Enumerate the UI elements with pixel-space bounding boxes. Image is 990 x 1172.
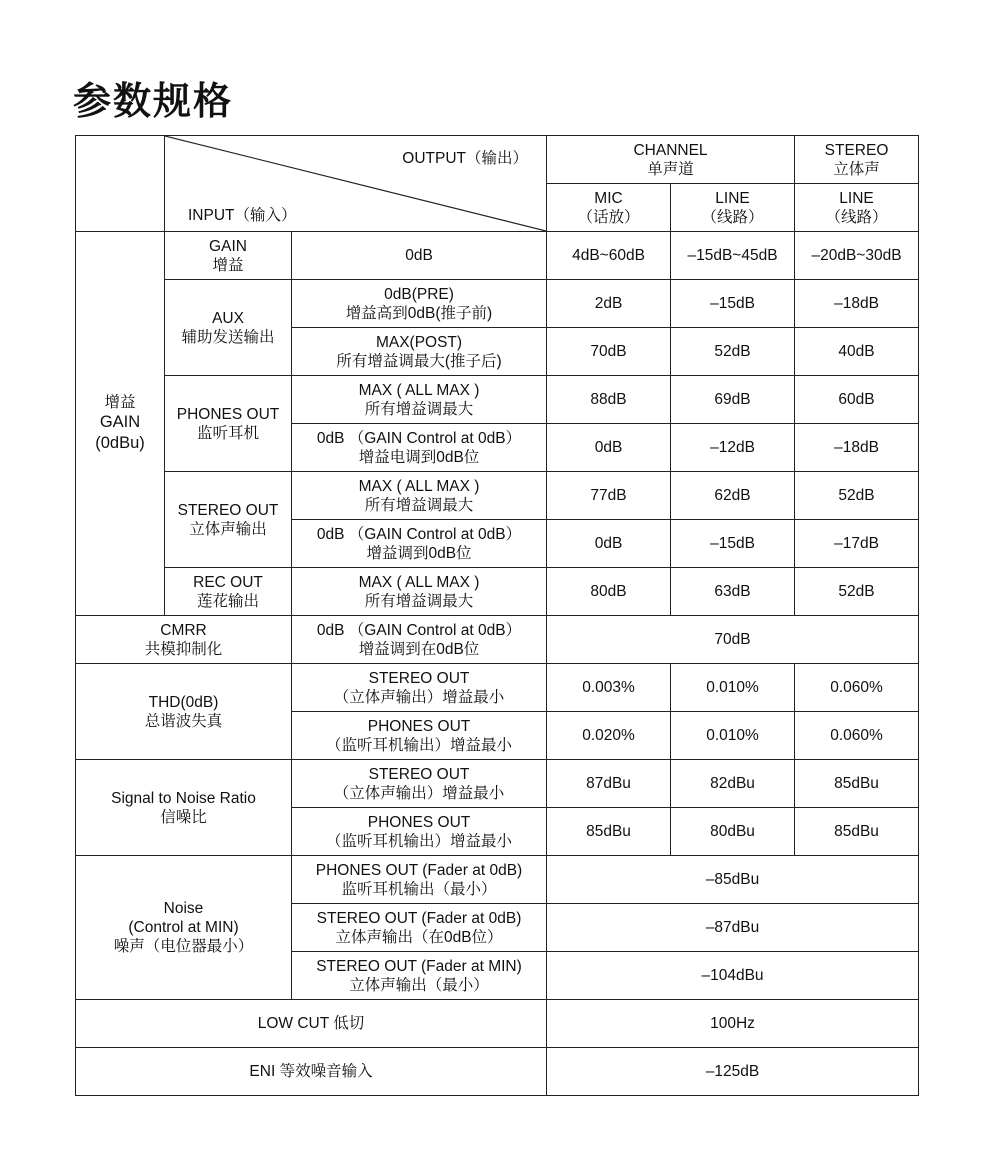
aux-post-line: 52dB <box>671 328 795 376</box>
aux-post-mic: 70dB <box>547 328 671 376</box>
input-label: INPUT（输入） <box>188 207 297 224</box>
stereo-0db-mic: 0dB <box>547 520 671 568</box>
page-title: 参数规格 <box>73 79 234 123</box>
cmrr-value: 70dB <box>547 616 919 664</box>
snr-phones-stereo: 85dBu <box>795 808 919 856</box>
io-diagonal-header <box>165 136 547 232</box>
aux-pre-condition: 0dB(PRE) 增益高到0dB(推子前) <box>292 280 547 328</box>
channel-header: CHANNEL 单声道 <box>547 136 795 184</box>
thd-phones-stereo: 0.060% <box>795 712 919 760</box>
mic-header: MIC （话放） <box>547 184 671 232</box>
snr-stereo-condition: STEREO OUT （立体声输出）增益最小 <box>292 760 547 808</box>
phones-max-condition: MAX ( ALL MAX ) 所有增益调最大 <box>292 376 547 424</box>
stereo-max-mic: 77dB <box>547 472 671 520</box>
snr-stereo-mic: 87dBu <box>547 760 671 808</box>
gain-stereo-value: –20dB~30dB <box>795 232 919 280</box>
noise-label: Noise (Control at MIN) 噪声（电位器最小） <box>76 856 292 1000</box>
thd-phones-condition: PHONES OUT （监听耳机输出）增益最小 <box>292 712 547 760</box>
snr-phones-condition: PHONES OUT （监听耳机输出）增益最小 <box>292 808 547 856</box>
phones-0db-condition: 0dB （GAIN Control at 0dB） 增益电调到0dB位 <box>292 424 547 472</box>
eni-value: –125dB <box>547 1048 919 1096</box>
stereo-0db-stereo: –17dB <box>795 520 919 568</box>
lowcut-value: 100Hz <box>547 1000 919 1048</box>
stereo-0db-line: –15dB <box>671 520 795 568</box>
noise-phones-value: –85dBu <box>547 856 919 904</box>
stereo-0db-condition: 0dB （GAIN Control at 0dB） 增益调到0dB位 <box>292 520 547 568</box>
gain-row-condition: 0dB <box>292 232 547 280</box>
phones-max-line: 69dB <box>671 376 795 424</box>
noise-stereo-0db-value: –87dBu <box>547 904 919 952</box>
noise-stereo-min-condition: STEREO OUT (Fader at MIN) 立体声输出（最小） <box>292 952 547 1000</box>
line-header: LINE （线路） <box>671 184 795 232</box>
aux-post-stereo: 40dB <box>795 328 919 376</box>
gain-group-label: 增益 GAIN (0dBu) <box>76 232 165 616</box>
phones-0db-line: –12dB <box>671 424 795 472</box>
thd-stereo-stereo: 0.060% <box>795 664 919 712</box>
thd-phones-line: 0.010% <box>671 712 795 760</box>
eni-label: ENI 等效噪音输入 <box>76 1048 547 1096</box>
thd-stereo-mic: 0.003% <box>547 664 671 712</box>
rec-max-line: 63dB <box>671 568 795 616</box>
rec-max-mic: 80dB <box>547 568 671 616</box>
rec-max-stereo: 52dB <box>795 568 919 616</box>
snr-stereo-stereo: 85dBu <box>795 760 919 808</box>
phones-0db-stereo: –18dB <box>795 424 919 472</box>
thd-stereo-condition: STEREO OUT （立体声输出）增益最小 <box>292 664 547 712</box>
phones-max-stereo: 60dB <box>795 376 919 424</box>
snr-phones-line: 80dBu <box>671 808 795 856</box>
corner-empty-cell <box>76 136 165 232</box>
snr-label: Signal to Noise Ratio 信噪比 <box>76 760 292 856</box>
cmrr-label: CMRR 共模抑制化 <box>76 616 292 664</box>
spec-table <box>75 135 919 1096</box>
rec-max-condition: MAX ( ALL MAX ) 所有增益调最大 <box>292 568 547 616</box>
snr-stereo-line: 82dBu <box>671 760 795 808</box>
stereo-max-stereo: 52dB <box>795 472 919 520</box>
rec-out-label: REC OUT 莲花输出 <box>165 568 292 616</box>
aux-pre-line: –15dB <box>671 280 795 328</box>
aux-pre-mic: 2dB <box>547 280 671 328</box>
aux-label: AUX 辅助发送输出 <box>165 280 292 376</box>
phones-0db-mic: 0dB <box>547 424 671 472</box>
stereo-max-line: 62dB <box>671 472 795 520</box>
stereo-max-condition: MAX ( ALL MAX ) 所有增益调最大 <box>292 472 547 520</box>
thd-stereo-line: 0.010% <box>671 664 795 712</box>
thd-label: THD(0dB) 总谐波失真 <box>76 664 292 760</box>
aux-pre-stereo: –18dB <box>795 280 919 328</box>
noise-stereo-0db-condition: STEREO OUT (Fader at 0dB) 立体声输出（在0dB位） <box>292 904 547 952</box>
phones-max-mic: 88dB <box>547 376 671 424</box>
stereo-header: STEREO 立体声 <box>795 136 919 184</box>
snr-phones-mic: 85dBu <box>547 808 671 856</box>
stereo-line-header: LINE （线路） <box>795 184 919 232</box>
gain-mic-value: 4dB~60dB <box>547 232 671 280</box>
gain-row-label: GAIN 增益 <box>165 232 292 280</box>
cmrr-condition: 0dB （GAIN Control at 0dB） 增益调到在0dB位 <box>292 616 547 664</box>
thd-phones-mic: 0.020% <box>547 712 671 760</box>
noise-phones-condition: PHONES OUT (Fader at 0dB) 监听耳机输出（最小） <box>292 856 547 904</box>
aux-post-condition: MAX(POST) 所有增益调最大(推子后) <box>292 328 547 376</box>
phones-out-label: PHONES OUT 监听耳机 <box>165 376 292 472</box>
noise-stereo-min-value: –104dBu <box>547 952 919 1000</box>
gain-line-value: –15dB~45dB <box>671 232 795 280</box>
stereo-out-label: STEREO OUT 立体声输出 <box>165 472 292 568</box>
output-label: OUTPUT（输出） <box>402 150 528 167</box>
lowcut-label: LOW CUT 低切 <box>76 1000 547 1048</box>
